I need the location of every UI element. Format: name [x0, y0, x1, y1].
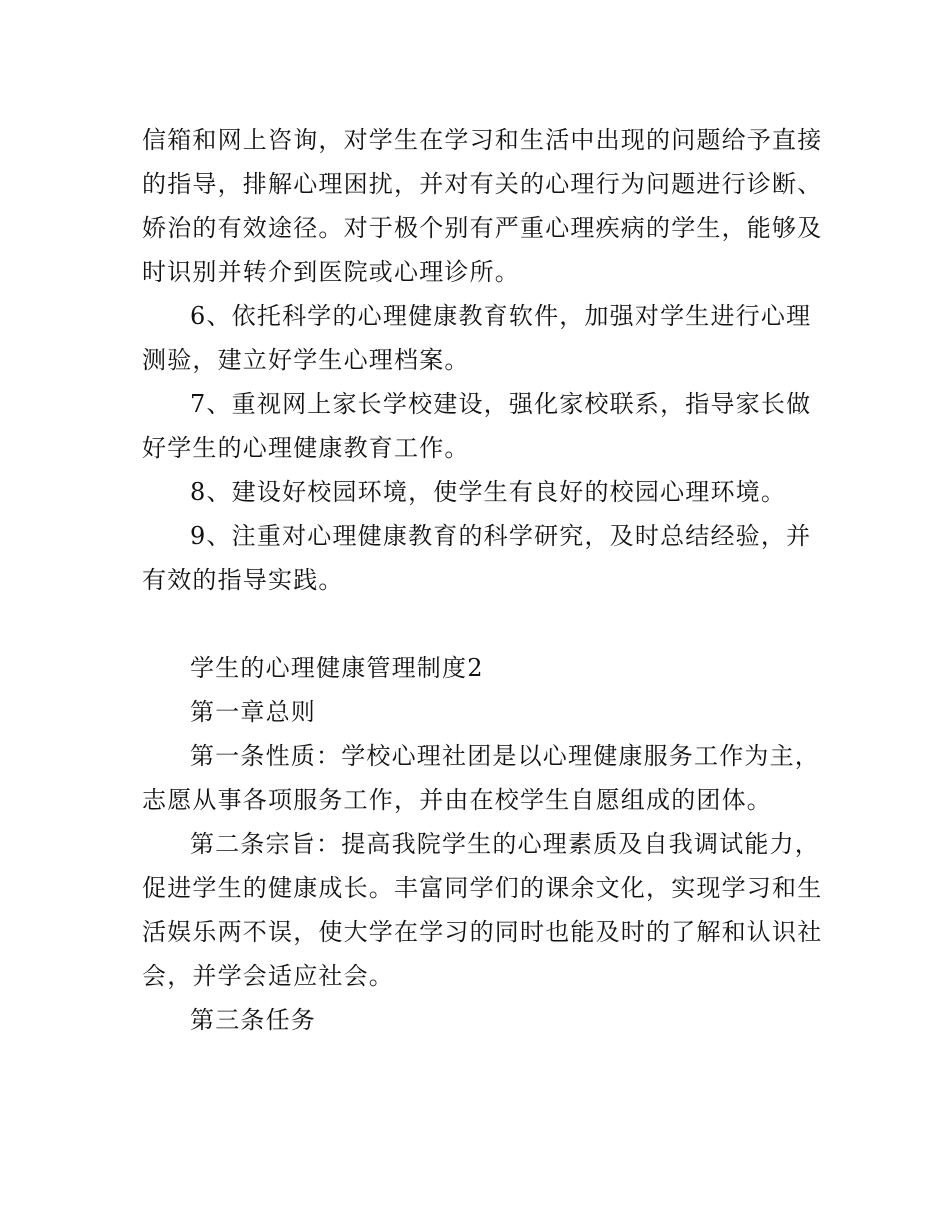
item-6-line: 测验，建立好学生心理档案。 [142, 346, 470, 374]
document-page [142, 118, 823, 1042]
article-1-line: 志愿从事各项服务工作，并由在校学生自愿组成的团体。 [142, 786, 772, 814]
paragraph-line: 娇治的有效途径。对于极个别有严重心理疾病的学生，能够及 [142, 214, 823, 242]
article-1-line: 第一条性质：学校心理社团是以心理健康服务工作为主， [190, 742, 820, 770]
article-2-line: 第二条宗旨：提高我院学生的心理素质及自我调试能力， [190, 830, 820, 858]
section-gap [142, 602, 814, 646]
paragraph-line: 的指导，排解心理困扰，并对有关的心理行为问题进行诊断、 [142, 170, 823, 198]
paragraph-line: 信箱和网上咨询，对学生在学习和生活中出现的问题给予直接 [142, 126, 823, 154]
section-title: 学生的心理健康管理制度2 [190, 654, 484, 682]
item-6-line: 6、依托科学的心理健康教育软件，加强对学生进行心理 [190, 302, 812, 330]
article-2-line: 促进学生的健康成长。丰富同学们的课余文化，实现学习和生 [142, 874, 823, 902]
item-7-line: 好学生的心理健康教育工作。 [142, 434, 470, 462]
chapter-heading: 第一章总则 [190, 698, 316, 726]
item-7-line: 7、重视网上家长学校建设，强化家校联系，指导家长做 [190, 390, 812, 418]
article-3-heading: 第三条任务 [190, 1006, 316, 1034]
item-9-line: 9、注重对心理健康教育的科学研究，及时总结经验，并 [190, 522, 812, 550]
item-8-line: 8、建设好校园环境，使学生有良好的校园心理环境。 [190, 478, 787, 506]
article-2-line: 会，并学会适应社会。 [142, 962, 394, 990]
item-9-line: 有效的指导实践。 [142, 566, 344, 594]
article-2-line: 活娱乐两不误，使大学在学习的同时也能及时的了解和认识社 [142, 918, 823, 946]
paragraph-line: 时识别并转介到医院或心理诊所。 [142, 258, 520, 286]
